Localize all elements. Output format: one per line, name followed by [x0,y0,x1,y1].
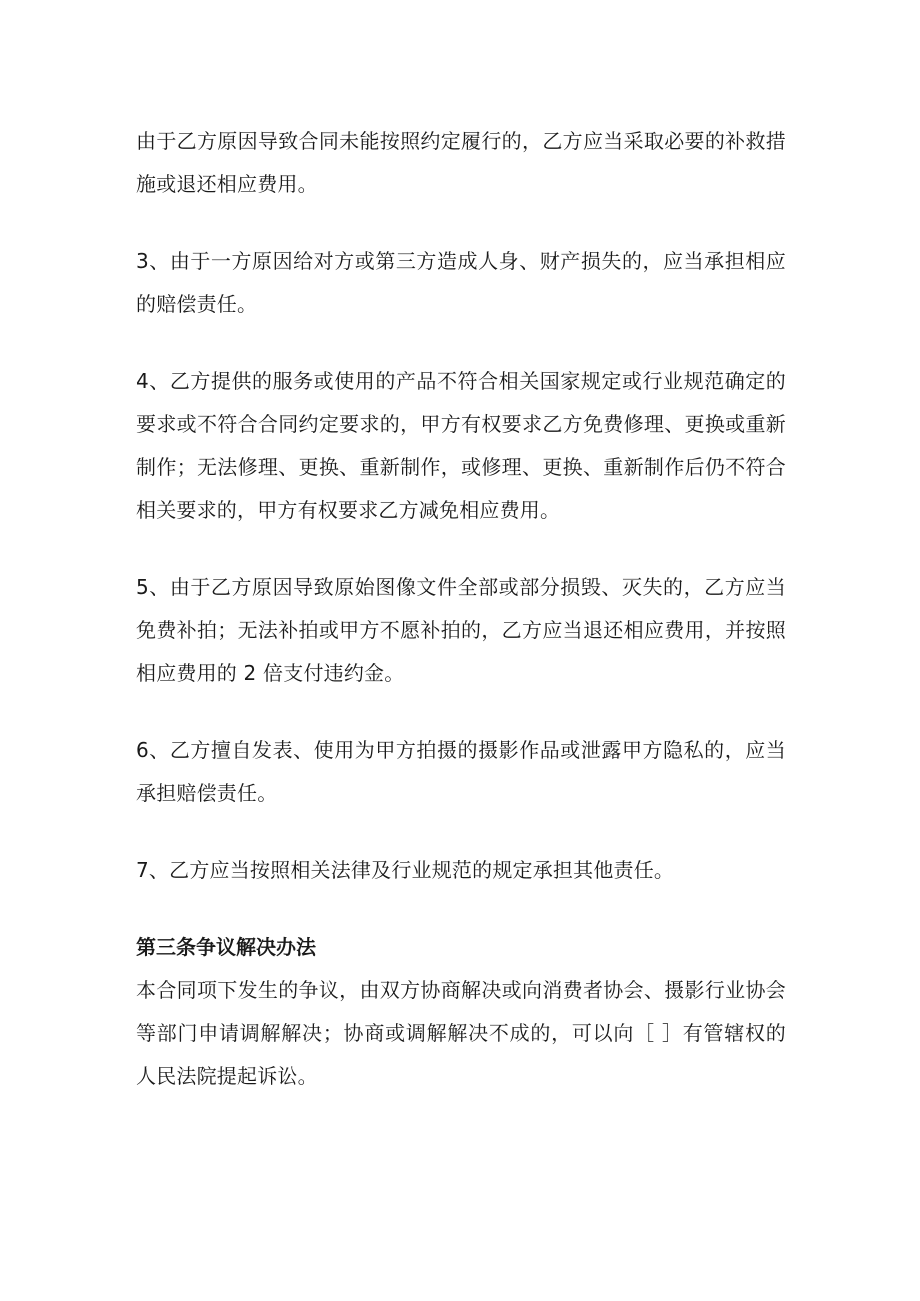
paragraph-clause-5: 5、由于乙方原因导致原始图像文件全部或部分损毁、灭失的，乙方应当免费补拍；无法补拍或甲方不愿补拍的，乙方应当退还相应费用，并按照相应费用的 2 倍支付违约金。 [136,575,786,685]
paragraph-clause-6: 6、乙方擅自发表、使用为甲方拍摄的摄影作品或泄露甲方隐私的，应当承担赔偿责任。 [136,738,786,805]
paragraph-clause-4: 4、乙方提供的服务或使用的产品不符合相关国家规定或行业规范确定的要求或不符合合同约定要求的，甲方有权要求乙方免费修理、更换或重新制作；无法修理、更换、重新制作，或修理、更换、重新制作后仍不符合相关要求的，甲方有权要求乙方减免相应费用。 [136,369,786,522]
document-page [136,120,786,1098]
paragraph-clause-7: 7、乙方应当按照相关法律及行业规范的规定承担其他责任。 [136,858,675,882]
section-heading: 第三条争议解决办法 [136,935,316,959]
paragraph-clause-3: 3、由于一方原因给对方或第三方造成人身、财产损失的，应当承担相应的赔偿责任。 [136,249,786,316]
paragraph-remedy: 由于乙方原因导致合同未能按照约定履行的，乙方应当采取必要的补救措施或退还相应费用。 [136,129,786,196]
section-body: 本合同项下发生的争议，由双方协商解决或向消费者协会、摄影行业协会等部门申请调解解决；协商或调解解决不成的，可以向［ ］有管辖权的人民法院提起诉讼。 [136,978,786,1088]
